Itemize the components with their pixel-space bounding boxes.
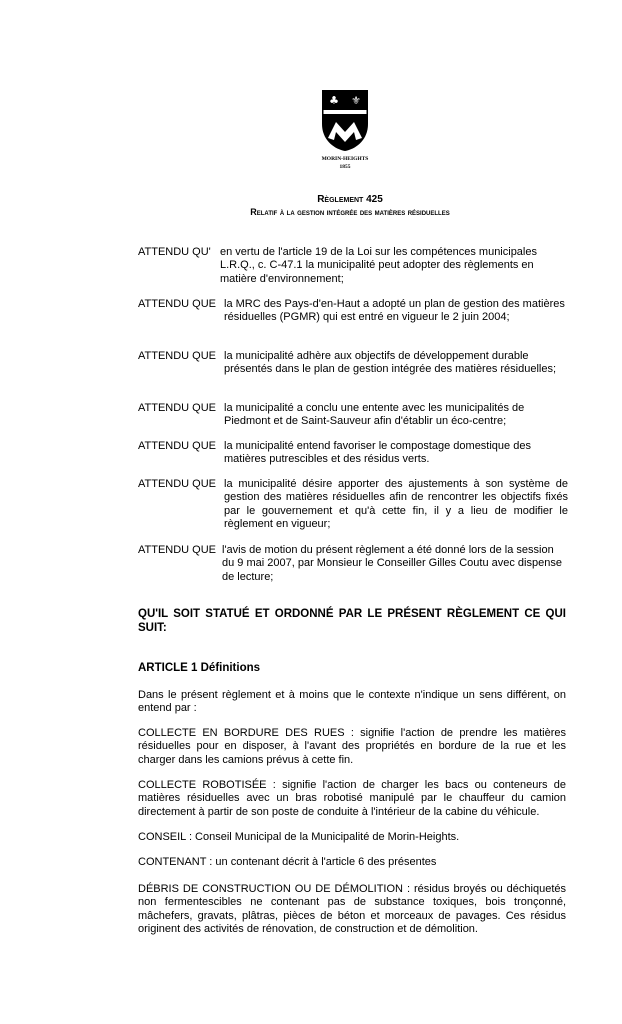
whereas-keyword: ATTENDU QUE (138, 440, 217, 452)
logo-caption-year: 1855 (339, 164, 351, 170)
whereas-clause-1 (138, 246, 568, 286)
whereas-keyword: ATTENDU QUE (138, 298, 217, 310)
svg-text:⚜: ⚜ (351, 94, 361, 107)
whereas-text: la municipalité entend favoriser le compostage domestique des matières putrescibles et des résidus verts. (224, 440, 531, 466)
whereas-clause-5 (138, 440, 568, 467)
definition-construction-debris: DÉBRIS DE CONSTRUCTION OU DE DÉMOLITION : résidus broyés ou déchiquetés non fermentescibles ne contenant pas de substance toxiques, bois tronçonné, mâchefers, gravats, plâtras, pièces de béton et morceaux de pavages. Ces résidus originent des activités de rénovation, de construction et de démolition. (138, 883, 566, 936)
whereas-keyword: ATTENDU QUE (138, 478, 217, 490)
definition-container: CONTENANT : un contenant décrit à l'article 6 des présentes (138, 856, 437, 868)
bylaw-number-title: Règlement 425 (317, 194, 383, 205)
whereas-clause-7 (138, 544, 568, 584)
whereas-text: l'avis de motion du présent règlement a été donné lors de la session du 9 mai 2007, par Monsieur le Conseiller Gilles Coutu avec dispense de lecture; (222, 544, 562, 583)
whereas-text: en vertu de l'article 19 de la Loi sur les compétences municipales L.R.Q., c. C-47.1 la municipalité peut adopter des règlements en matière d'environnement; (220, 246, 537, 285)
article-1-intro: Dans le présent règlement et à moins que le contexte n'indique un sens différent, on entend par : (138, 689, 566, 715)
whereas-clause-4 (138, 402, 568, 429)
logo-caption (290, 155, 400, 171)
bylaw-subject-title: Relatif à la gestion intégrée des matières résiduelles (250, 207, 450, 217)
whereas-text: la municipalité a conclu une entente avec les municipalités de Piedmont et de Saint-Sauveur afin d'établir un éco-centre; (224, 402, 525, 428)
article-1-heading: ARTICLE 1 Définitions (138, 662, 261, 674)
whereas-keyword: ATTENDU QUE (138, 544, 217, 556)
whereas-text: la municipalité désire apporter des ajustements à son système de gestion des matières résiduelles afin de rencontrer les objectifs fixés par le gouvernement et qu'à cette fin, il y a lieu de modifier le règlement en vigueur; (224, 478, 568, 531)
whereas-clause-2 (138, 298, 568, 325)
whereas-text: la municipalité adhère aux objectifs de développement durable présentés dans le plan de gestion intégrée des matières résiduelles; (224, 350, 557, 376)
whereas-keyword: ATTENDU QU' (138, 246, 211, 258)
enactment-clause: QU'IL SOIT STATUÉ ET ORDONNÉ PAR LE PRÉSENT RÈGLEMENT CE QUI SUIT: (138, 608, 566, 634)
whereas-keyword: ATTENDU QUE (138, 350, 217, 362)
whereas-text: la MRC des Pays-d'en-Haut a adopté un plan de gestion des matières résiduelles (PGMR) qui est entré en vigueur le 2 juin 2004; (224, 298, 565, 324)
definition-council: CONSEIL : Conseil Municipal de la Municipalité de Morin-Heights. (138, 831, 460, 843)
svg-text:♣: ♣ (329, 94, 339, 107)
definition-street-collection: COLLECTE EN BORDURE DES RUES : signifie l'action de prendre les matières résiduelles pour en disposer, à l'avant des propriétés en bordure de la rue et les charger dans les camions prévus à cette fin. (138, 727, 566, 766)
logo-caption-name: MORIN-HEIGHTS (321, 156, 369, 162)
definition-robotic-collection: COLLECTE ROBOTISÉE : signifie l'action de charger les bacs ou conteneurs de matières résiduelles avec un bras robotisé manipulé par le chauffeur du camion directement à partir de son poste de conduite à l'intérieur de la cabine du véhicule. (138, 779, 566, 818)
municipal-coat-of-arms-logo (320, 88, 370, 152)
whereas-keyword: ATTENDU QUE (138, 402, 217, 414)
whereas-clause-3 (138, 350, 568, 377)
whereas-clause-6 (138, 478, 568, 532)
